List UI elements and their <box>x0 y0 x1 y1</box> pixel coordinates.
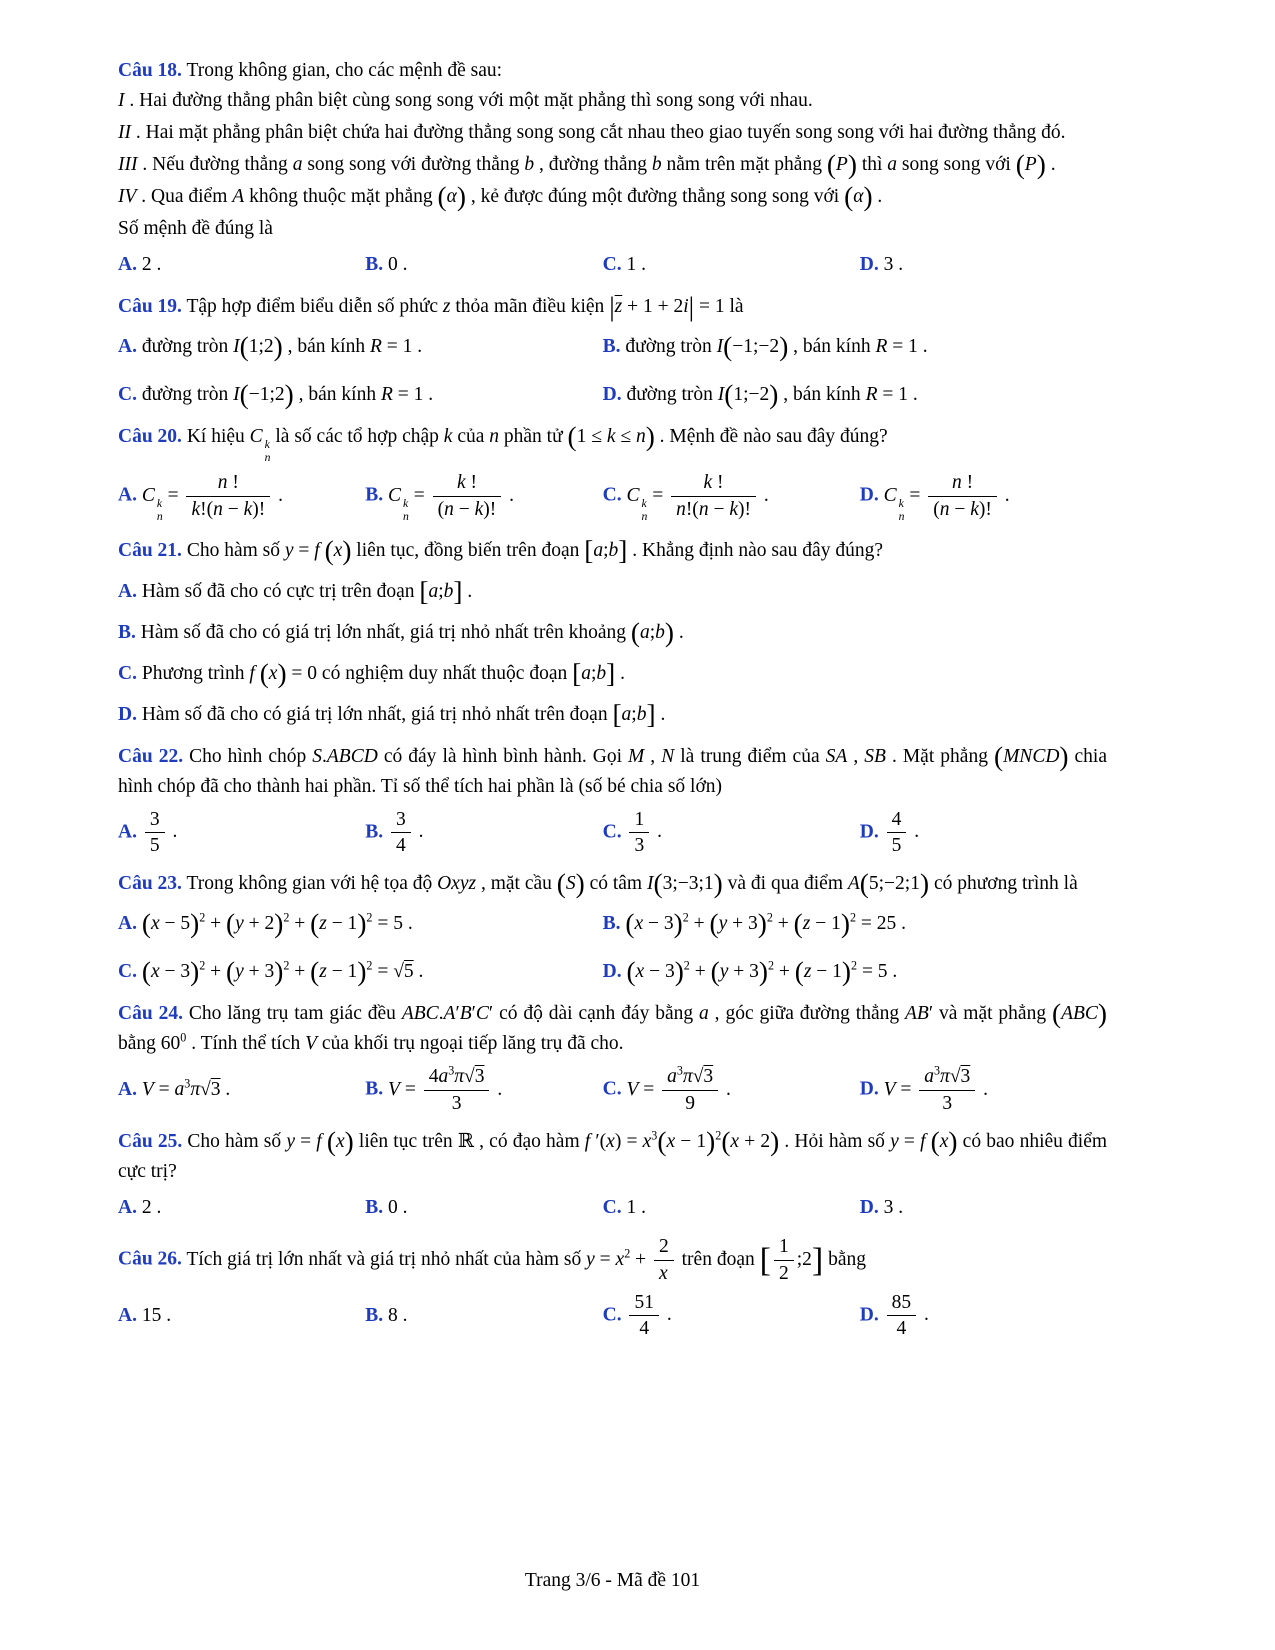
question-25 <box>118 1127 1107 1223</box>
question-19-options <box>118 332 1107 410</box>
question-24-option-b <box>365 1065 602 1115</box>
question-19-text: Tập hợp điểm biểu diễn số phức z thỏa mãn điều kiện $|\overline{z} + 1 + 2i| = 1$ là <box>186 291 744 322</box>
question-23-option-d <box>603 957 1107 987</box>
question-26-option-b <box>365 1301 602 1331</box>
question-20-option-b <box>365 471 602 524</box>
question-23-options <box>118 909 1107 987</box>
option-content: đường tròn I(1;2) , bán kính R = 1 . <box>141 331 423 362</box>
option-letter: B. <box>365 1197 384 1219</box>
option-letter: C. <box>602 484 622 506</box>
option-letter: D. <box>859 254 879 275</box>
option-letter: A. <box>118 821 137 842</box>
question-24-text: Cho lăng trụ tam giác đều ABC.A′B′C′ có độ dài cạnh đáy bằng a , góc giữa đường thẳng AB′ và mặt phẳng (ABC) bằng $60^0$ . Tính thể tích V của khối trụ ngoại tiếp lăng trụ đã cho. <box>118 998 1107 1055</box>
option-content: 0 . <box>388 1197 408 1219</box>
option-content: $(x - 3)^2 + (y + 3)^2 + (z - 1)^2 = 25$ . <box>625 908 906 939</box>
question-24-option-d <box>860 1065 1107 1115</box>
question-19-option-c <box>118 380 603 410</box>
option-content: $V = a^3\pi√3$ . <box>141 1076 231 1101</box>
question-24-option-a <box>118 1075 365 1105</box>
option-letter: D. <box>602 384 622 405</box>
option-content: C k n = $\frac{k !}{n!(n - k)!}$ . <box>626 472 769 523</box>
question-23-text: Trong không gian với hệ tọa độ Oxyz , mặt cầu (S) có tâm I(3;−3;1) và đi qua điểm A(5;−2;1) có phương trình là <box>186 868 1078 899</box>
option-letter: C. <box>602 821 622 842</box>
option-content: C k n = $\frac{n !}{(n - k)!}$ . <box>883 472 1010 523</box>
question-18-statement-4: IV . Qua điểm A không thuộc mặt phẳng (α) , kẻ được đúng một đường thẳng song song với (α) . <box>118 181 883 212</box>
option-letter: B. <box>365 484 384 506</box>
option-letter: B. <box>602 913 621 935</box>
question-24 <box>118 999 1107 1115</box>
question-18-option-b <box>365 250 602 280</box>
question-22-option-b <box>365 808 602 858</box>
option-letter: A. <box>118 1304 137 1326</box>
option-content: Hàm số đã cho có giá trị lớn nhất, giá trị nhỏ nhất trên đoạn [a;b] . <box>141 698 666 729</box>
option-letter: D. <box>859 821 879 842</box>
option-letter: C. <box>118 662 137 684</box>
option-content: C k n = $\frac{n !}{k!(n - k)!}$ . <box>141 472 284 523</box>
option-content: 3 . <box>883 254 904 275</box>
option-content: $(x - 5)^2 + (y + 2)^2 + (z - 1)^2 = 5$ . <box>141 908 413 939</box>
option-content: 15 . <box>141 1304 172 1326</box>
option-content: V = $\frac{a^3\pi√3}{3}$ . <box>883 1063 989 1114</box>
option-letter: B. <box>602 336 621 357</box>
option-content: $\frac{4}{5}$ . <box>884 821 920 842</box>
question-26-option-c <box>603 1291 860 1341</box>
question-19-option-d <box>603 380 1107 410</box>
question-22-option-d <box>860 808 1107 858</box>
question-18-text: Trong không gian, cho các mệnh đề sau: <box>186 60 503 81</box>
question-25-option-b <box>365 1193 602 1223</box>
question-26 <box>118 1235 1107 1341</box>
option-letter: D. <box>859 1197 879 1219</box>
question-18-closing: Số mệnh đề đúng là <box>118 218 273 239</box>
option-content: 2 . <box>141 254 162 275</box>
option-letter: B. <box>118 621 136 643</box>
option-letter: C. <box>602 1078 622 1100</box>
option-letter: A. <box>118 580 137 602</box>
question-26-text: Tích giá trị lớn nhất và giá trị nhỏ nhất của hàm số $y = x^2$ + $\frac{2}{x}$ trên đoạn [ $\frac{1}{2}$ ;2] bằng <box>186 1236 867 1284</box>
option-letter: C. <box>602 1197 622 1219</box>
question-21-option-a <box>118 577 1107 607</box>
option-content: $\frac{3}{4}$ . <box>388 821 424 842</box>
page-footer: Trang 3/6 - Mã đề 101 <box>524 1570 701 1591</box>
option-letter: B. <box>365 1078 384 1100</box>
question-18-option-d <box>860 250 1107 280</box>
question-22-body <box>118 742 1107 802</box>
option-letter: A. <box>118 254 137 275</box>
question-19-label: Câu 19. <box>118 296 182 317</box>
question-26-label: Câu 26. <box>118 1248 182 1270</box>
question-20 <box>118 422 1107 524</box>
option-content: đường tròn I(−1;2) , bán kính R = 1 . <box>141 379 434 410</box>
option-letter: C. <box>602 1304 622 1326</box>
option-letter: B. <box>365 1304 384 1326</box>
question-19-option-a <box>118 332 603 362</box>
option-letter: C. <box>602 254 622 275</box>
question-25-option-d <box>860 1193 1107 1223</box>
question-21-body <box>118 536 1107 566</box>
option-letter: B. <box>365 254 384 275</box>
option-letter: D. <box>118 703 137 725</box>
option-content: $\frac{51}{4}$ . <box>626 1304 671 1325</box>
question-21-label: Câu 21. <box>118 539 182 561</box>
question-20-option-a <box>118 471 365 524</box>
option-content: $(x - 3)^2 + (y + 3)^2 + (z - 1)^2 = 5$ . <box>626 956 898 987</box>
option-content: V = $\frac{a^3\pi√3}{9}$ . <box>626 1063 731 1114</box>
question-20-body <box>118 422 1107 465</box>
option-content: $\frac{85}{4}$ . <box>884 1304 929 1325</box>
question-22-label: Câu 22. <box>118 745 184 767</box>
question-22-option-a <box>118 808 365 858</box>
question-25-option-a <box>118 1193 365 1223</box>
option-letter: D. <box>859 1078 879 1100</box>
question-23-label: Câu 23. <box>118 873 182 895</box>
option-letter: B. <box>365 821 384 842</box>
option-letter: A. <box>118 1197 137 1219</box>
option-letter: A. <box>118 1079 137 1101</box>
option-letter: A. <box>118 484 137 506</box>
question-20-text: Kí hiệu C k n là số các tổ hợp chập k của n phần tử (1 ≤ k ≤ n) . Mệnh đề nào sau đây đúng? <box>186 421 888 465</box>
option-content: 1 . <box>626 254 646 275</box>
question-22-option-c <box>603 808 860 858</box>
question-20-options <box>118 471 1107 524</box>
question-26-options <box>118 1291 1107 1341</box>
question-19 <box>118 292 1107 410</box>
option-content: $\frac{3}{5}$ . <box>142 821 178 842</box>
question-25-option-c <box>603 1193 860 1223</box>
option-content: 1 . <box>626 1197 646 1219</box>
question-21-option-c <box>118 659 1107 689</box>
option-content: 0 . <box>388 254 408 275</box>
question-25-body <box>118 1127 1107 1187</box>
exam-content <box>118 56 1107 1566</box>
question-24-label: Câu 24. <box>118 1003 183 1025</box>
question-24-option-c <box>603 1065 860 1115</box>
question-23-option-b <box>603 909 1107 939</box>
question-21-option-d <box>118 700 1107 730</box>
question-18-label: Câu 18. <box>118 60 182 81</box>
option-content: Hàm số đã cho có cực trị trên đoạn [a;b] . <box>141 575 473 606</box>
question-23-body <box>118 869 1107 899</box>
option-content: Hàm số đã cho có giá trị lớn nhất, giá trị nhỏ nhất trên khoảng (a;b) . <box>140 616 684 647</box>
option-content: đường tròn I(1;−2) , bán kính R = 1 . <box>626 379 918 410</box>
question-25-label: Câu 25. <box>118 1131 183 1153</box>
question-18-statement-2: II . Hai mặt phẳng phân biệt chứa hai đường thẳng song song cắt nhau theo giao tuyến song song với hai đường thẳng đó. <box>118 122 1066 143</box>
option-letter: D. <box>859 484 879 506</box>
question-25-options <box>118 1193 1107 1223</box>
question-22-options <box>118 808 1107 858</box>
question-26-option-a <box>118 1301 365 1331</box>
option-content: 2 . <box>141 1197 162 1219</box>
question-21 <box>118 536 1107 730</box>
question-23-option-a <box>118 909 603 939</box>
option-content: 8 . <box>388 1304 408 1326</box>
question-21-options <box>118 577 1107 730</box>
question-18-statement-3: III . Nếu đường thẳng a song song với đường thẳng b , đường thẳng b nằm trên mặt phẳng (P) thì a song song với (P) . <box>118 149 1056 180</box>
question-19-option-b <box>603 332 1107 362</box>
question-22-text: Cho hình chóp S.ABCD có đáy là hình bình hành. Gọi M , N là trung điểm của SA , SB . Mặt phẳng (MNCD) chia hình chóp đã cho thành hai phần. Tỉ số thể tích hai phần là (số bé chia số lớn) <box>118 740 1108 797</box>
question-26-body <box>118 1235 1107 1285</box>
question-18-body <box>118 56 1107 86</box>
option-letter: D. <box>602 961 622 983</box>
question-18-option-a <box>118 250 365 280</box>
question-18-option-c <box>603 250 860 280</box>
question-26-option-d <box>860 1291 1107 1341</box>
question-21-option-b <box>118 618 1107 648</box>
option-letter: D. <box>859 1304 879 1326</box>
question-20-option-d <box>860 471 1107 524</box>
option-letter: A. <box>118 913 137 935</box>
question-24-body <box>118 999 1107 1059</box>
option-content: 3 . <box>883 1197 904 1219</box>
option-content: V = $\frac{4a^3\pi√3}{3}$ . <box>388 1063 503 1114</box>
question-24-options <box>118 1065 1107 1115</box>
question-20-label: Câu 20. <box>118 426 182 447</box>
question-25-text: Cho hàm số y = f (x) liên tục trên ℝ , có đạo hàm f $'(x) = x^3(x - 1)^2(x + 2)$ . Hỏi hàm số y = f (x) có bao nhiêu điểm cực trị? <box>118 1126 1108 1183</box>
question-18-options <box>118 250 1107 280</box>
question-20-option-c <box>603 471 860 524</box>
option-content: đường tròn I(−1;−2) , bán kính R = 1 . <box>625 331 928 362</box>
question-19-body <box>118 292 1107 322</box>
question-23-option-c <box>118 957 603 987</box>
question-18 <box>118 56 1107 280</box>
option-content: C k n = $\frac{k !}{(n - k)!}$ . <box>388 472 515 523</box>
option-content: Phương trình f (x) = 0 có nghiệm duy nhất thuộc đoạn [a;b] . <box>141 657 625 688</box>
option-letter: A. <box>118 336 137 357</box>
option-content: $(x - 3)^2 + (y + 3)^2 + (z - 1)^2 = √5$ . <box>141 956 424 987</box>
option-content: $\frac{1}{3}$ . <box>626 821 662 842</box>
question-21-text: Cho hàm số y = f (x) liên tục, đồng biến trên đoạn [a;b] . Khẳng định nào sau đây đúng? <box>186 534 883 565</box>
question-18-statement-1: I . Hai đường thẳng phân biệt cùng song song với một mặt phẳng thì song song với nhau. <box>118 90 813 111</box>
option-letter: C. <box>118 961 137 983</box>
question-22 <box>118 742 1107 858</box>
question-23 <box>118 869 1107 987</box>
option-letter: C. <box>118 384 137 405</box>
